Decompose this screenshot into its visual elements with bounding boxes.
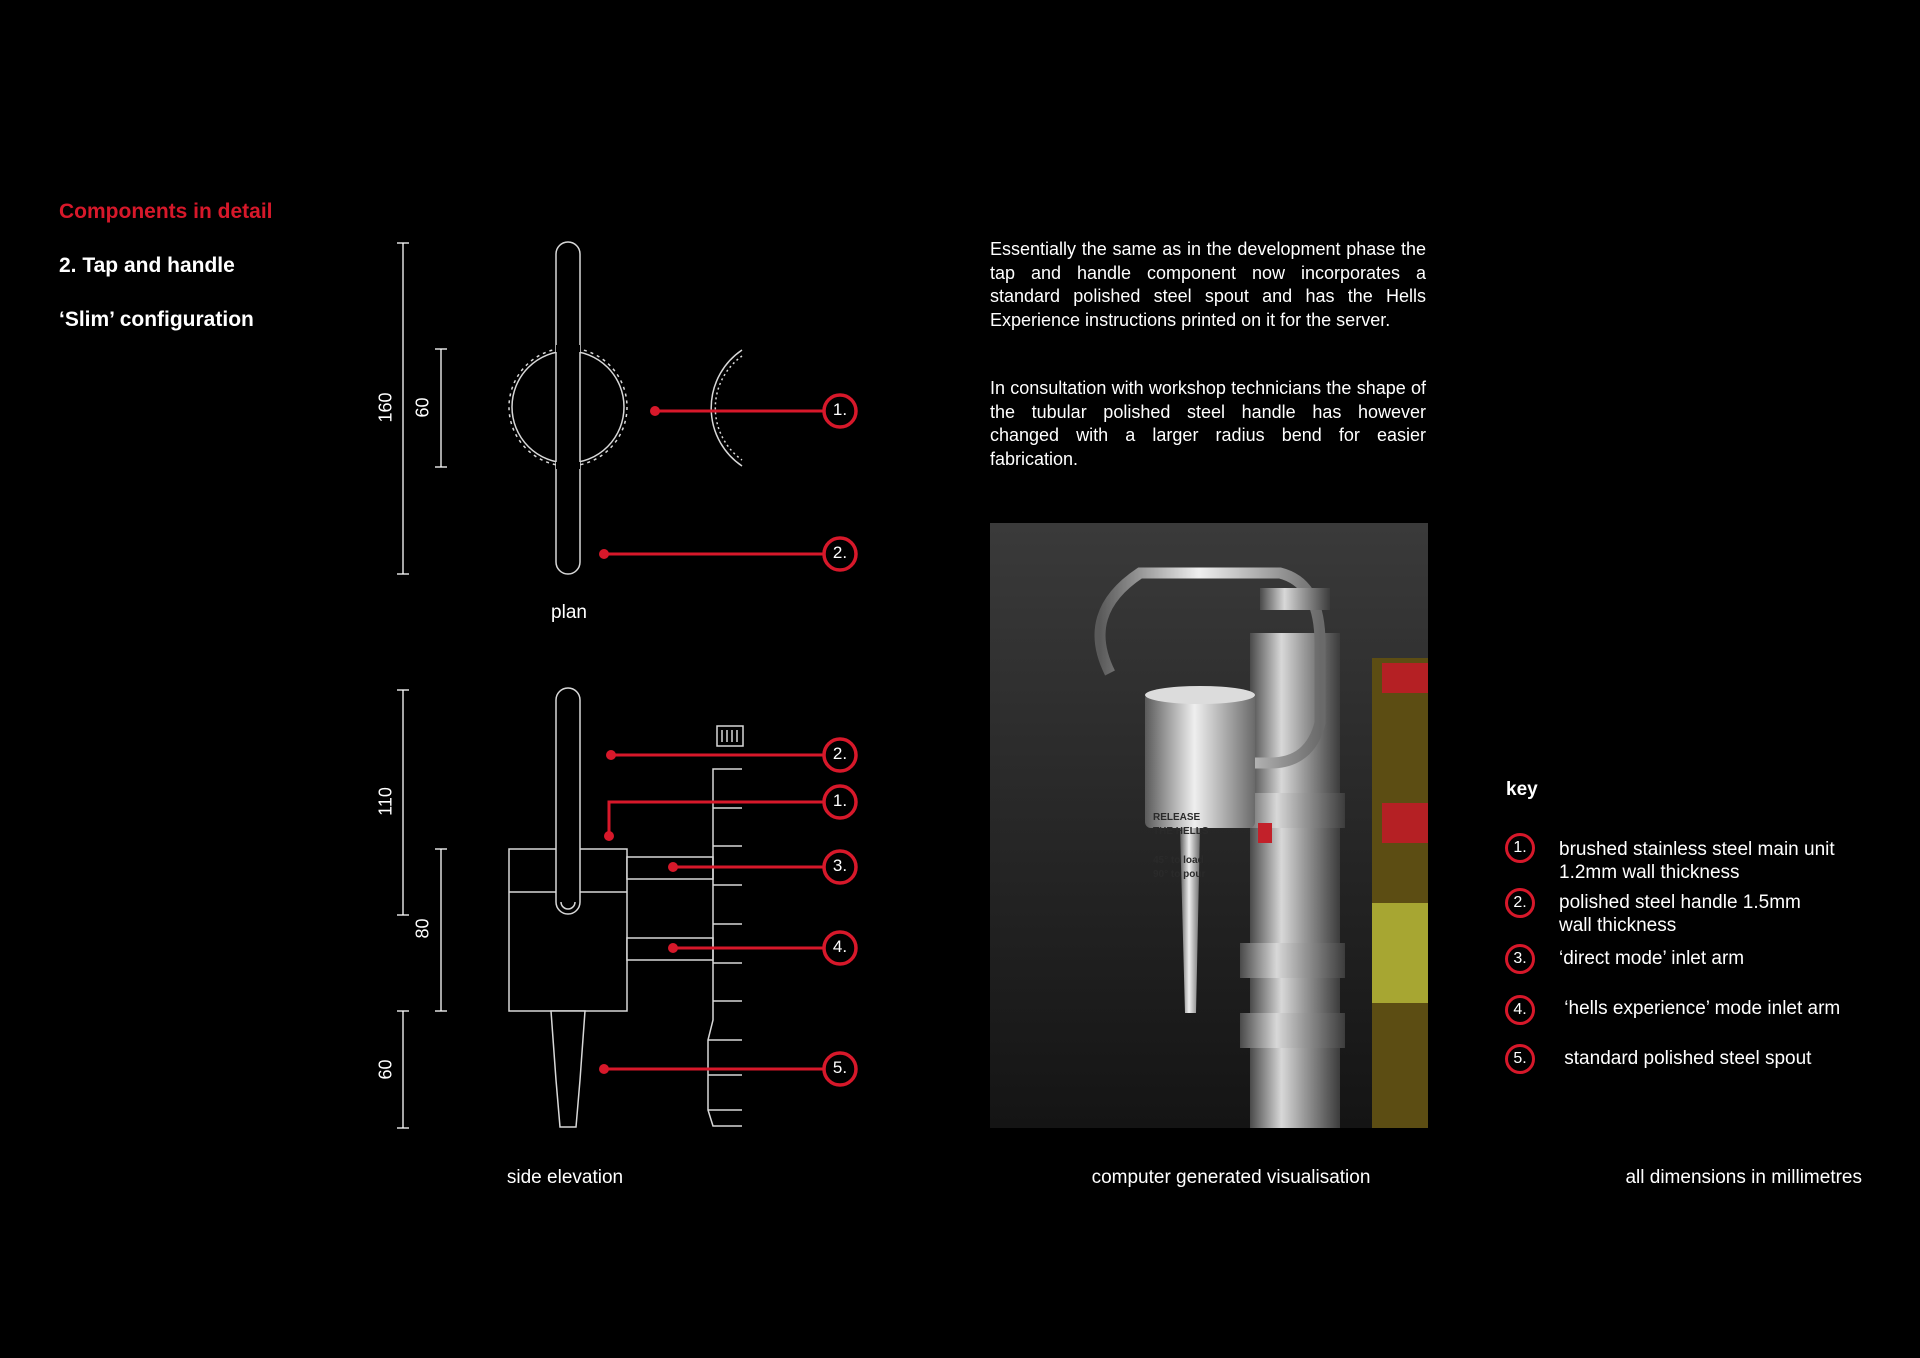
configuration-title: ‘Slim’ configuration xyxy=(59,308,254,331)
elevation-view xyxy=(397,688,856,1128)
key-badge: 3. xyxy=(1505,944,1535,974)
key-item-text xyxy=(1559,838,1835,884)
key-item-text xyxy=(1559,891,1801,937)
elevation-callout-2: 2. xyxy=(832,744,848,763)
description-paragraph: Essentially the same as in the development phase the tap and handle component now incorporates a standard polished steel spout and has the Hells Experience instructions printed on it for the server. xyxy=(990,239,1426,330)
plan-view xyxy=(397,242,856,574)
render-image xyxy=(990,523,1428,1128)
key-item-line: 1.2mm wall thickness xyxy=(1559,862,1740,883)
elevation-callout-4: 4. xyxy=(832,937,848,956)
render-label: 90° to pour xyxy=(1153,869,1206,880)
units-note: all dimensions in millimetres xyxy=(1625,1167,1862,1188)
key-item xyxy=(1505,1044,1535,1074)
elevation-callout-1: 1. xyxy=(832,791,848,810)
key-badge: 2. xyxy=(1505,888,1535,918)
key-item-line: polished steel handle 1.5mm xyxy=(1559,892,1801,913)
key-badge: 5. xyxy=(1505,1044,1535,1074)
component-title: 2. Tap and handle xyxy=(59,254,235,277)
plan-caption: plan xyxy=(551,602,587,623)
key-item xyxy=(1505,995,1535,1025)
dimension-label: 110 xyxy=(375,787,396,816)
plan-callout-2: 2. xyxy=(832,543,848,562)
key-badge: 1. xyxy=(1505,833,1535,863)
key-title: key xyxy=(1506,779,1538,800)
dimension-label: 60 xyxy=(412,397,433,418)
key-item xyxy=(1505,833,1535,863)
key-badge: 4. xyxy=(1505,995,1535,1025)
section-title: Components in detail xyxy=(59,200,273,223)
render-label: RELEASE xyxy=(1153,812,1201,823)
render-label: THE HELLS xyxy=(1153,826,1209,837)
render-label: 45° to load xyxy=(1153,855,1204,866)
render-caption: computer generated visualisation xyxy=(1091,1167,1371,1188)
dimension-label: 160 xyxy=(375,392,396,423)
key-item xyxy=(1505,944,1535,974)
key-item xyxy=(1505,888,1535,918)
dimension-label: 80 xyxy=(412,918,433,939)
plan-callout-1: 1. xyxy=(832,400,848,419)
description-paragraph: In consultation with workshop technicians the shape of the tubular polished steel handle has however changed with a larger radius bend for easier fabrication. xyxy=(990,378,1426,469)
key-item-text: ‘direct mode’ inlet arm xyxy=(1559,948,1745,969)
dimension-label: 60 xyxy=(375,1059,396,1080)
key-item-line: wall thickness xyxy=(1559,915,1677,936)
elevation-callout-5: 5. xyxy=(832,1058,848,1077)
elevation-caption: side elevation xyxy=(506,1167,624,1188)
elevation-callout-3: 3. xyxy=(832,856,848,875)
key-item-text: ‘hells experience’ mode inlet arm xyxy=(1559,998,1841,1019)
key-item-text: standard polished steel spout xyxy=(1559,1048,1812,1069)
key-item-line: brushed stainless steel main unit xyxy=(1559,839,1835,860)
